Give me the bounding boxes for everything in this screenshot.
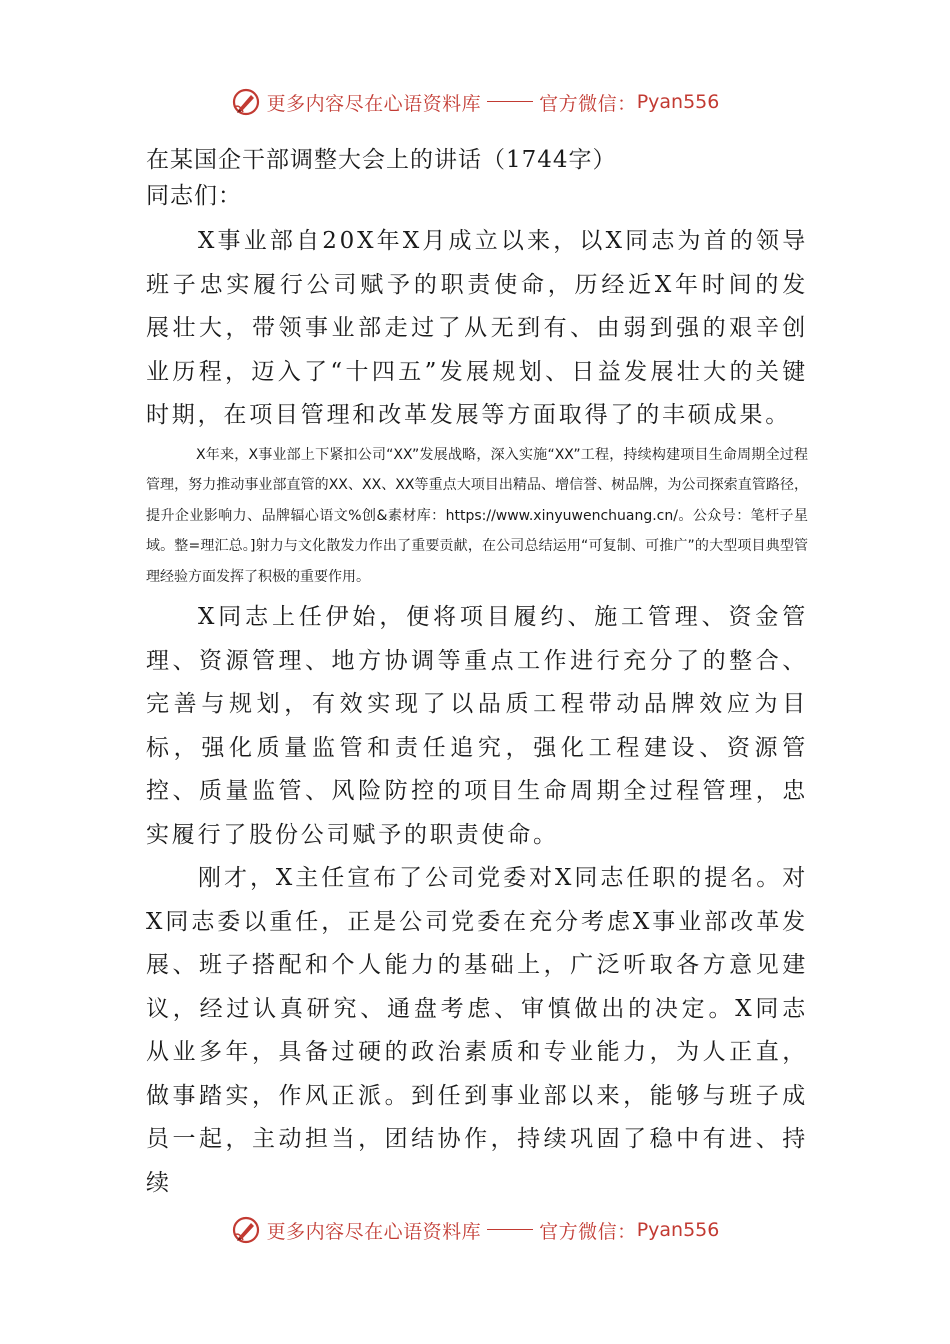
banner-wechat-id: Pyan556 (636, 1219, 720, 1241)
pen-circle-icon (231, 1215, 261, 1245)
document-title: 在某国企干部调整大会上的讲话（1744字） (146, 147, 617, 173)
banner-wechat-label: 官方微信： (539, 1220, 637, 1243)
banner-wechat-label: 官方微信： (539, 92, 637, 115)
banner-brand-text: 更多内容尽在心语资料库 (266, 1220, 482, 1243)
banner-brand-text: 更多内容尽在心语资料库 (266, 92, 482, 115)
paragraph-4: 刚才，X主任宣布了公司党委对X同志任职的提名。对X同志委以重任，正是公司党委在充分考虑X事业部改革发展、班子搭配和个人能力的基础上，广泛听取各方意见建议，经过认真研究、通盘考虑、审慎做出的决定。X同志从业多年，具备过硬的政治素质和专业能力，为人正直，做事踏实，作风正派。到任到事业部以来，能够与班子成员一起，主动担当，团结协作，持续巩固了稳中有进、持续 (146, 865, 808, 1196)
document-salutation: 同志们： (146, 183, 242, 209)
banner-dash (487, 1229, 533, 1230)
footer-watermark-banner (0, 1210, 950, 1250)
banner-dash (487, 101, 533, 102)
paragraph-3: X同志上任伊始，便将项目履约、施工管理、资金管理、资源管理、地方协调等重点工作进行充分了的整合、完善与规划，有效实现了以品质工程带动品牌效应为目标，强化质量监管和责任追究，强化工程建设、资源管控、质量监管、风险防控的项目生命周期全过程管理，忠实履行了股份公司赋予的职责使命。 (146, 604, 808, 848)
pen-circle-icon (231, 87, 261, 117)
document-body (146, 142, 808, 1205)
paragraph-2: X年来，X事业部上下紧扣公司“XX”发展战略，深入实施“XX”工程，持续构建项目生命周期全过程管理，努力推动事业部直管的XX、XX、XX等重点大项目出精品、增信誉、树品牌，为公司探索直管路径，提升企业影响力、品牌辐心语文%创&素材库：https://www.xinyuwenchuang.cn/。公众号：笔杆子星域。整=理汇总。]射力与文化散发力作出了重要贡献，在公司总结运用“可复制、可推广”的大型项目典型管理经验方面发挥了积极的重要作用。 (146, 446, 808, 585)
header-watermark-banner (0, 82, 950, 122)
banner-wechat-id: Pyan556 (636, 91, 720, 113)
paragraph-1: X事业部自20X年X月成立以来，以X同志为首的领导班子忠实履行公司赋予的职责使命，历经近X年时间的发展壮大，带领事业部走过了从无到有、由弱到强的艰辛创业历程，迈入了“十四五”发展规划、日益发展壮大的关键时期，在项目管理和改革发展等方面取得了的丰硕成果。 (146, 228, 808, 428)
